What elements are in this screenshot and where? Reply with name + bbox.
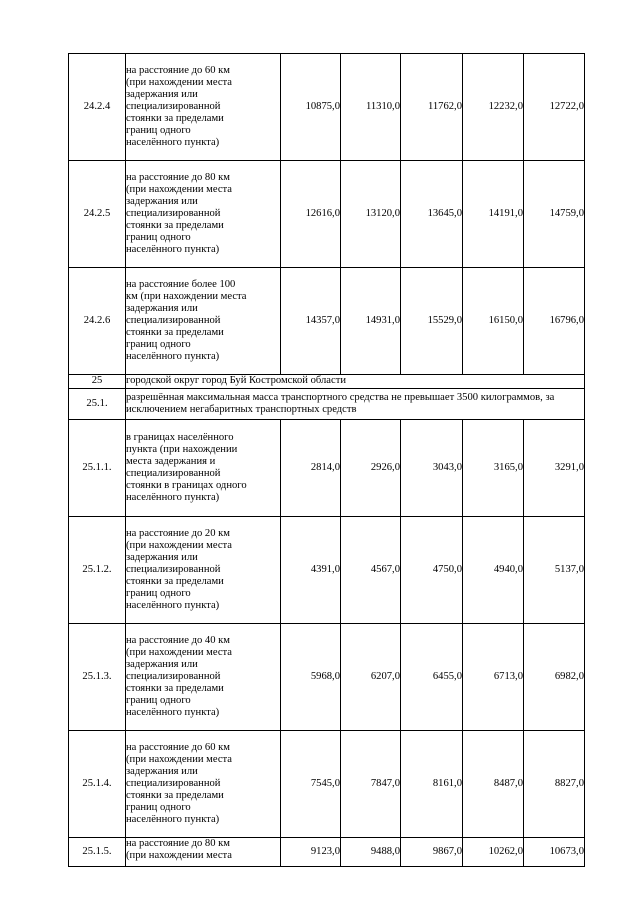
tariff-value: 7847,0 xyxy=(341,731,401,838)
tariff-value: 7545,0 xyxy=(281,731,341,838)
row-description: на расстояние до 60 км (при нахождении места задержания или специализированной стоянки за пределами границ одного населённого пункта) xyxy=(126,731,281,838)
tariff-value: 4750,0 xyxy=(401,517,463,624)
table-row xyxy=(69,838,585,867)
section-row xyxy=(69,389,585,420)
tariff-table xyxy=(68,53,585,867)
tariff-value: 10262,0 xyxy=(463,838,524,867)
row-description: на расстояние более 100 км (при нахождении места задержания или специализированной стоянки за пределами границ одного населённого пункта) xyxy=(126,268,281,375)
tariff-value: 16150,0 xyxy=(463,268,524,375)
tariff-value: 4940,0 xyxy=(463,517,524,624)
row-description: на расстояние до 40 км (при нахождении места задержания или специализированной стоянки за пределами границ одного населённого пункта) xyxy=(126,624,281,731)
row-code: 25.1.4. xyxy=(69,731,126,838)
tariff-value: 6207,0 xyxy=(341,624,401,731)
row-code: 25.1.1. xyxy=(69,420,126,517)
tariff-value: 3043,0 xyxy=(401,420,463,517)
tariff-value: 14357,0 xyxy=(281,268,341,375)
row-code: 24.2.4 xyxy=(69,54,126,161)
tariff-value: 3291,0 xyxy=(524,420,585,517)
tariff-value: 6713,0 xyxy=(463,624,524,731)
table-row xyxy=(69,268,585,375)
tariff-value: 14191,0 xyxy=(463,161,524,268)
row-description: в границах населённого пункта (при нахождении места задержания и специализированной стоянки в границах одного населённого пункта) xyxy=(126,420,281,517)
tariff-value: 10673,0 xyxy=(524,838,585,867)
table-row xyxy=(69,161,585,268)
tariff-value: 12616,0 xyxy=(281,161,341,268)
tariff-value: 3165,0 xyxy=(463,420,524,517)
row-description: на расстояние до 20 км (при нахождении места задержания или специализированной стоянки за пределами границ одного населённого пункта) xyxy=(126,517,281,624)
tariff-value: 13645,0 xyxy=(401,161,463,268)
tariff-value: 8487,0 xyxy=(463,731,524,838)
tariff-value: 9488,0 xyxy=(341,838,401,867)
row-code: 25.1.5. xyxy=(69,838,126,867)
row-description xyxy=(126,838,281,867)
tariff-value: 5137,0 xyxy=(524,517,585,624)
row-code: 25.1.3. xyxy=(69,624,126,731)
tariff-value: 9123,0 xyxy=(281,838,341,867)
table-row xyxy=(69,517,585,624)
tariff-value: 12232,0 xyxy=(463,54,524,161)
row-description: на расстояние до 80 км (при нахождении места задержания или специализированной стоянки за пределами границ одного населённого пункта) xyxy=(126,161,281,268)
tariff-value: 6455,0 xyxy=(401,624,463,731)
tariff-value: 6982,0 xyxy=(524,624,585,731)
tariff-value: 9867,0 xyxy=(401,838,463,867)
tariff-value: 8161,0 xyxy=(401,731,463,838)
tariff-value: 4567,0 xyxy=(341,517,401,624)
tariff-value: 10875,0 xyxy=(281,54,341,161)
row-code: 24.2.5 xyxy=(69,161,126,268)
section-title: разрешённая максимальная масса транспортного средства не превышает 3500 килограммов, за исключением негабаритных транспортных средств xyxy=(126,389,585,420)
row-description: на расстояние до 60 км (при нахождении места задержания или специализированной стоянки за пределами границ одного населённого пункта) xyxy=(126,54,281,161)
tariff-value: 11762,0 xyxy=(401,54,463,161)
table-row xyxy=(69,54,585,161)
tariff-value: 4391,0 xyxy=(281,517,341,624)
table-row xyxy=(69,731,585,838)
tariff-value: 2814,0 xyxy=(281,420,341,517)
tariff-value: 5968,0 xyxy=(281,624,341,731)
table-row xyxy=(69,624,585,731)
section-code: 25 xyxy=(69,375,126,389)
table-row xyxy=(69,420,585,517)
tariff-value: 16796,0 xyxy=(524,268,585,375)
row-code: 25.1.2. xyxy=(69,517,126,624)
section-code: 25.1. xyxy=(69,389,126,420)
tariff-value: 11310,0 xyxy=(341,54,401,161)
row-code: 24.2.6 xyxy=(69,268,126,375)
tariff-value: 12722,0 xyxy=(524,54,585,161)
tariff-value: 8827,0 xyxy=(524,731,585,838)
tariff-value: 14931,0 xyxy=(341,268,401,375)
section-row xyxy=(69,375,585,389)
tariff-value: 2926,0 xyxy=(341,420,401,517)
tariff-value: 15529,0 xyxy=(401,268,463,375)
row-description-text: на расстояние до 80 км (при нахождении места xyxy=(126,838,233,862)
tariff-value: 14759,0 xyxy=(524,161,585,268)
tariff-value: 13120,0 xyxy=(341,161,401,268)
section-title: городской округ город Буй Костромской области xyxy=(126,375,585,389)
